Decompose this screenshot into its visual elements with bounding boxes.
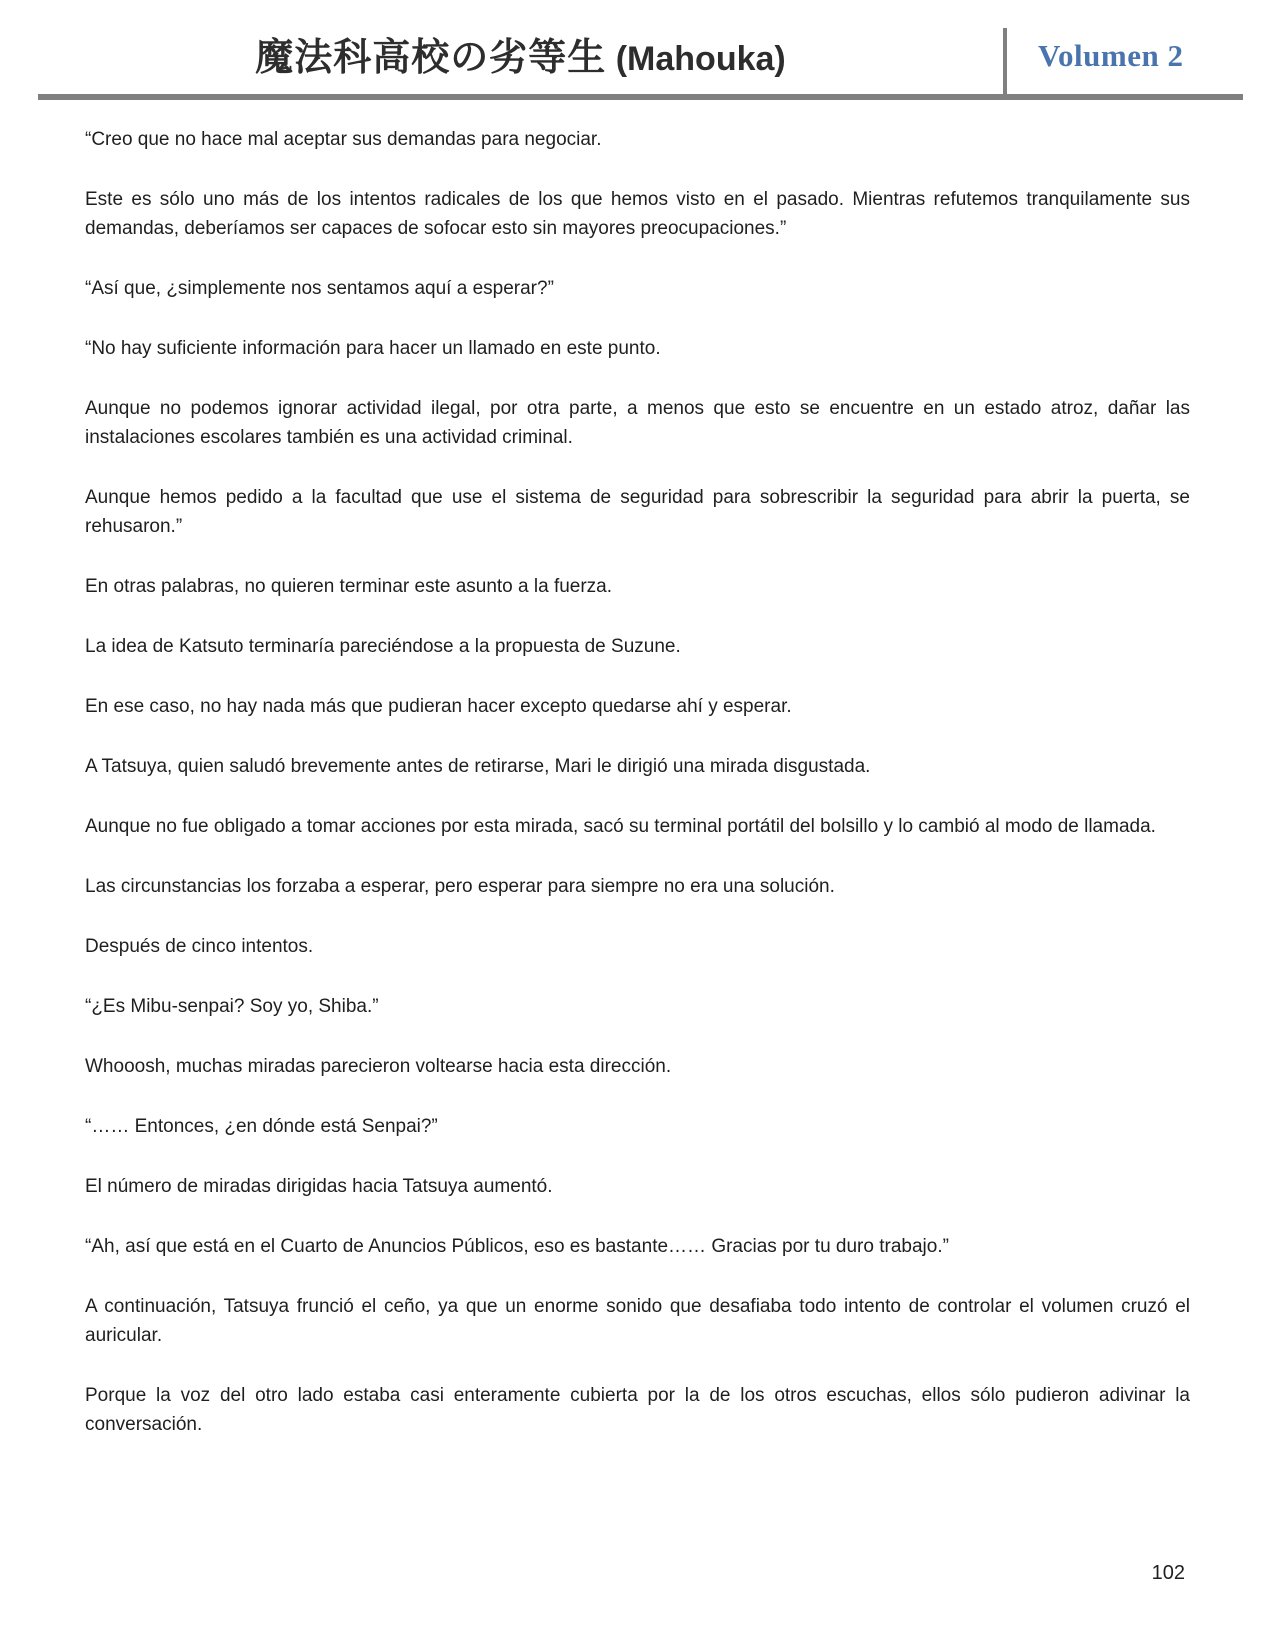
title-area [38, 0, 1003, 94]
volume-area [1003, 28, 1243, 94]
title-japanese: 魔法科高校の劣等生 [255, 36, 607, 79]
paragraph: Porque la voz del otro lado estaba casi enteramente cubierta por la de los otros escuchas, ellos sólo pudieron adivinar la conversación. [85, 1385, 1190, 1435]
volume-label: Volumen 2 [1038, 38, 1184, 73]
paragraph: En ese caso, no hay nada más que pudieran hacer excepto quedarse ahí y esperar. [85, 696, 792, 717]
page-header [38, 0, 1243, 94]
paragraph: “Ah, así que está en el Cuarto de Anuncios Públicos, eso es bastante…… Gracias por tu duro trabajo.” [85, 1236, 949, 1257]
page-title [255, 26, 785, 81]
page-number: 102 [1151, 1562, 1185, 1584]
paragraph: Aunque no podemos ignorar actividad ilegal, por otra parte, a menos que esto se encuentre en un estado atroz, dañar las instalaciones escolares también es una actividad criminal. [85, 398, 1190, 448]
paragraph: Aunque hemos pedido a la facultad que use el sistema de seguridad para sobrescribir la seguridad para abrir la puerta, se rehusaron.” [85, 487, 1190, 537]
paragraph: “No hay suficiente información para hacer un llamado en este punto. [85, 338, 661, 359]
paragraph: Las circunstancias los forzaba a esperar, pero esperar para siempre no era una solución. [85, 876, 835, 897]
paragraph: Este es sólo uno más de los intentos radicales de los que hemos visto en el pasado. Mientras refutemos tranquilamente sus demandas, deberíamos ser capaces de sofocar esto sin mayores preocupaciones.” [85, 189, 1190, 239]
paragraph: En otras palabras, no quieren terminar este asunto a la fuerza. [85, 576, 613, 597]
paragraph: La idea de Katsuto terminaría pareciéndose a la propuesta de Suzune. [85, 636, 681, 657]
paragraph: “Creo que no hace mal aceptar sus demandas para negociar. [85, 129, 602, 150]
paragraph: “Así que, ¿simplemente nos sentamos aquí a esperar?” [85, 278, 554, 299]
paragraph: “¿Es Mibu-senpai? Soy yo, Shiba.” [85, 996, 379, 1017]
paragraph: Después de cinco intentos. [85, 936, 314, 957]
paragraph: A Tatsuya, quien saludó brevemente antes de retirarse, Mari le dirigió una mirada disgustada. [85, 756, 871, 777]
paragraph: “…… Entonces, ¿en dónde está Senpai?” [85, 1116, 438, 1137]
paragraph: A continuación, Tatsuya frunció el ceño, ya que un enorme sonido que desafiaba todo intento de controlar el volumen cruzó el auricular. [85, 1296, 1190, 1346]
paragraph: El número de miradas dirigidas hacia Tatsuya aumentó. [85, 1176, 553, 1197]
paragraph: Whooosh, muchas miradas parecieron voltearse hacia esta dirección. [85, 1056, 672, 1077]
paragraph: Aunque no fue obligado a tomar acciones por esta mirada, sacó su terminal portátil del bolsillo y lo cambió al modo de llamada. [85, 816, 1156, 837]
document-body [0, 100, 1275, 1439]
title-romaji: (Mahouka) [606, 39, 786, 78]
